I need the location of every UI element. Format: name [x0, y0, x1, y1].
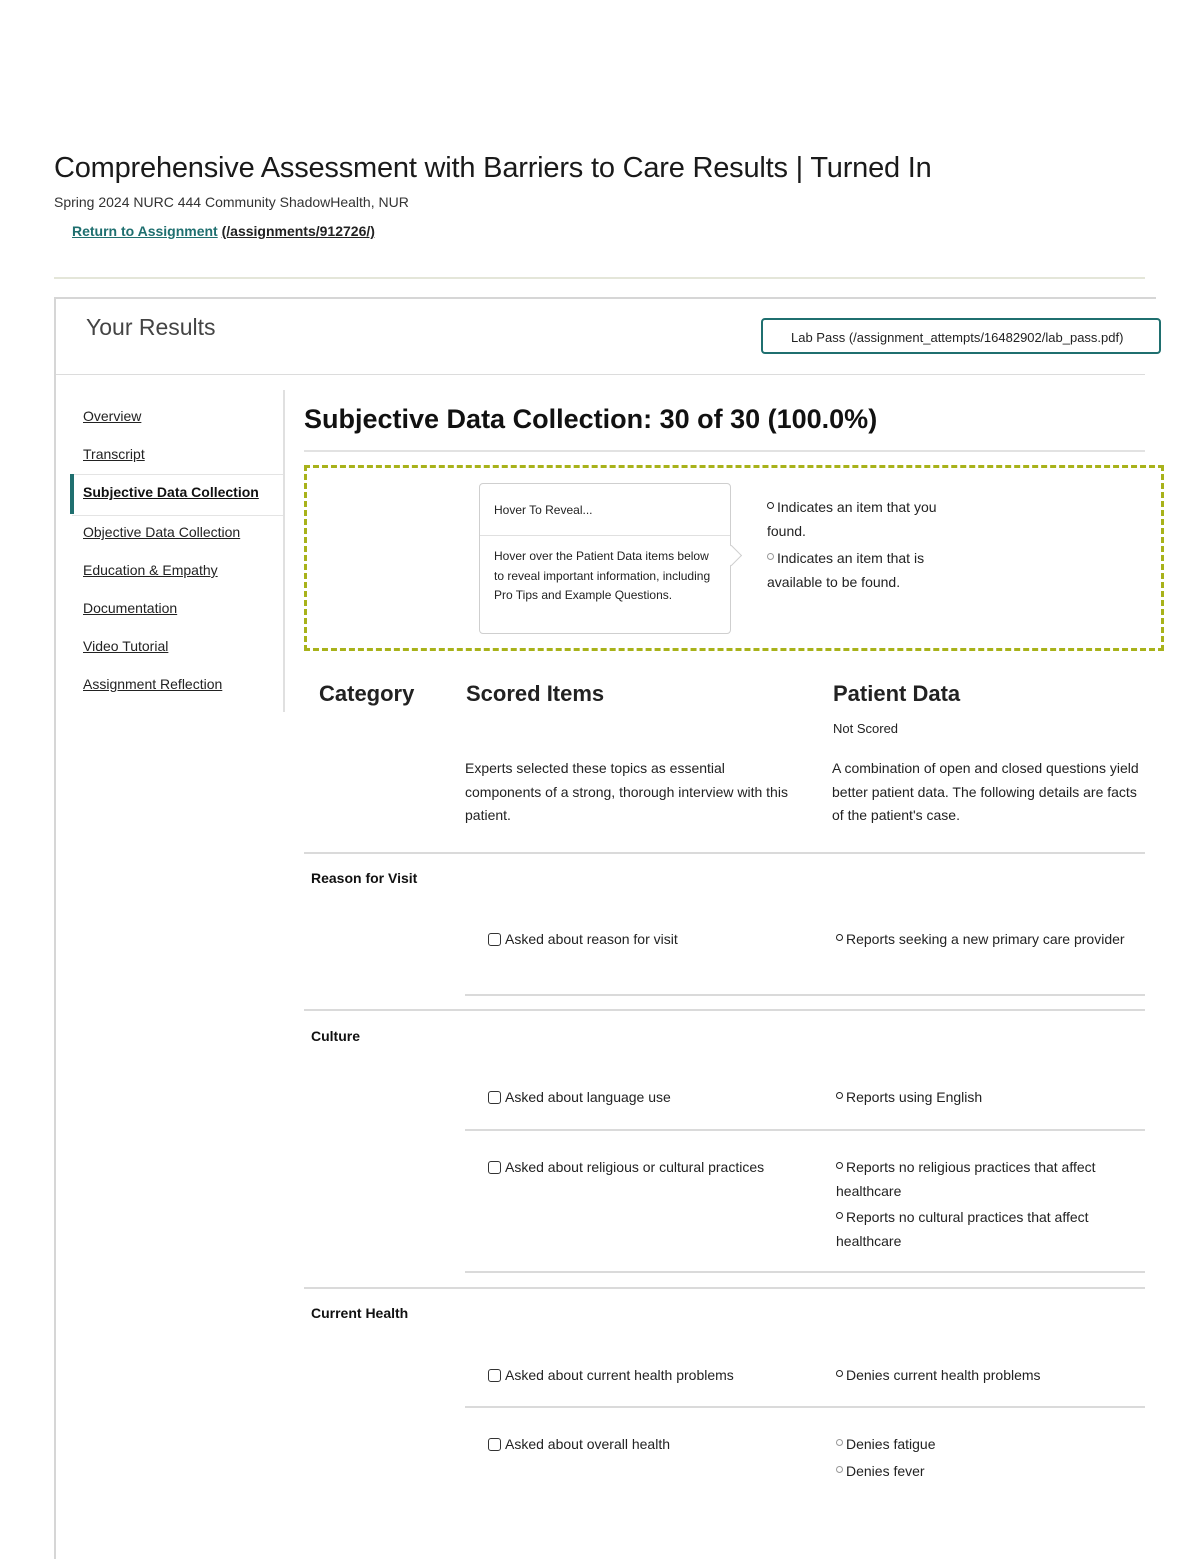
available-dot-icon: [836, 1466, 843, 1473]
nav-documentation[interactable]: Documentation: [83, 600, 178, 616]
col-scored-header: Scored Items: [466, 681, 605, 706]
header-divider: [54, 277, 1145, 279]
tip-divider: [480, 535, 730, 536]
patient-data-text: Reports seeking a new primary care provider: [846, 931, 1125, 947]
nav-subjective-data-collection[interactable]: Subjective Data Collection: [83, 484, 259, 500]
scored-item: [488, 1367, 734, 1383]
item-divider: [465, 994, 1145, 996]
checkbox-icon: [488, 1369, 501, 1382]
page-title: Comprehensive Assessment with Barriers to Care Results | Turned In: [54, 152, 932, 184]
found-dot-icon: [836, 1092, 843, 1099]
scored-item-label: Asked about language use: [505, 1089, 671, 1105]
scored-item-label: Asked about religious or cultural practices: [505, 1159, 765, 1175]
tip-body: Hover over the Patient Data items below to reveal important information, including Pro Tips and Example Questions.: [494, 549, 711, 602]
found-dot-icon: [836, 1370, 843, 1377]
col-patient-header: Patient Data: [833, 681, 961, 706]
found-dot-icon: [836, 1162, 843, 1169]
category-current-health: Current Health: [311, 1305, 409, 1321]
results-divider: [56, 374, 1145, 375]
not-scored-label: Not Scored: [833, 721, 899, 736]
course-name: Spring 2024 NURC 444 Community ShadowHealth, NUR: [54, 194, 409, 210]
patient-data[interactable]: [836, 1364, 1146, 1391]
return-link-label[interactable]: Return to Assignment: [72, 223, 218, 239]
patient-data[interactable]: [836, 1086, 1146, 1113]
legend-found: [767, 496, 947, 543]
checkbox-icon: [488, 1438, 501, 1451]
table-header-divider: [304, 852, 1145, 854]
patient-data-text: Reports using English: [846, 1089, 983, 1105]
return-to-assignment-link[interactable]: [72, 223, 375, 239]
patient-data-text: Denies current health problems: [846, 1367, 1041, 1383]
category-divider: [304, 1287, 1145, 1289]
available-dot-icon: [767, 553, 774, 560]
nav-transcript[interactable]: Transcript: [83, 446, 145, 462]
available-dot-icon: [836, 1439, 843, 1446]
patient-data[interactable]: [836, 1433, 1146, 1486]
patient-data[interactable]: [836, 928, 1146, 955]
found-dot-icon: [836, 1212, 843, 1219]
scored-item-label: Asked about overall health: [505, 1436, 670, 1452]
tip-title: Hover To Reveal...: [494, 503, 593, 517]
legend-found-text: Indicates an item that you found.: [767, 499, 937, 539]
nav-active-indicator: [70, 474, 74, 514]
results-heading: Your Results: [86, 314, 216, 340]
sidenav-divider: [283, 390, 285, 712]
checkbox-icon: [488, 933, 501, 946]
found-dot-icon: [767, 502, 774, 509]
scored-item: [488, 1436, 670, 1452]
nav-video-tutorial[interactable]: Video Tutorial: [83, 638, 169, 654]
nav-objective-data-collection[interactable]: Objective Data Collection: [83, 524, 241, 540]
patient-description: A combination of open and closed questions yield better patient data. The following details are facts of the patient's case.: [832, 760, 1139, 823]
patient-data-text: Reports no religious practices that affect healthcare: [836, 1159, 1096, 1199]
patient-data-text: Reports no cultural practices that affect healthcare: [836, 1209, 1089, 1249]
return-link-path[interactable]: (/assignments/912726/): [221, 223, 375, 239]
col-category-header: Category: [319, 681, 415, 706]
scored-item: [488, 1089, 671, 1105]
patient-data[interactable]: [836, 1156, 1146, 1256]
nav-education-empathy[interactable]: Education & Empathy: [83, 562, 218, 578]
legend-available-text: Indicates an item that is available to be found.: [767, 550, 925, 590]
scored-item-label: Asked about reason for visit: [505, 931, 678, 947]
item-divider: [465, 1129, 1145, 1131]
scored-item-label: Asked about current health problems: [505, 1367, 734, 1383]
checkbox-icon: [488, 1091, 501, 1104]
item-divider: [465, 1406, 1145, 1408]
scored-item: [488, 931, 678, 947]
found-dot-icon: [836, 934, 843, 941]
category-culture: Culture: [311, 1028, 360, 1044]
nav-overview[interactable]: Overview: [83, 408, 142, 424]
scored-description: Experts selected these topics as essential components of a strong, thorough interview with this patient.: [465, 760, 788, 823]
item-divider: [465, 1271, 1145, 1273]
section-title-divider: [304, 450, 1145, 452]
legend-available: [767, 547, 947, 594]
category-divider: [304, 1009, 1145, 1011]
nav-assignment-reflection[interactable]: Assignment Reflection: [83, 676, 223, 692]
section-title: Subjective Data Collection: 30 of 30 (100.0%): [304, 404, 878, 434]
checkbox-icon: [488, 1161, 501, 1174]
lab-pass-button[interactable]: Lab Pass (/assignment_attempts/16482902/lab_pass.pdf): [761, 318, 1161, 354]
category-reason-for-visit: Reason for Visit: [311, 870, 418, 886]
patient-data-text: Denies fatigue: [846, 1436, 936, 1452]
patient-data-text: Denies fever: [846, 1462, 925, 1479]
scored-item: [488, 1159, 764, 1175]
